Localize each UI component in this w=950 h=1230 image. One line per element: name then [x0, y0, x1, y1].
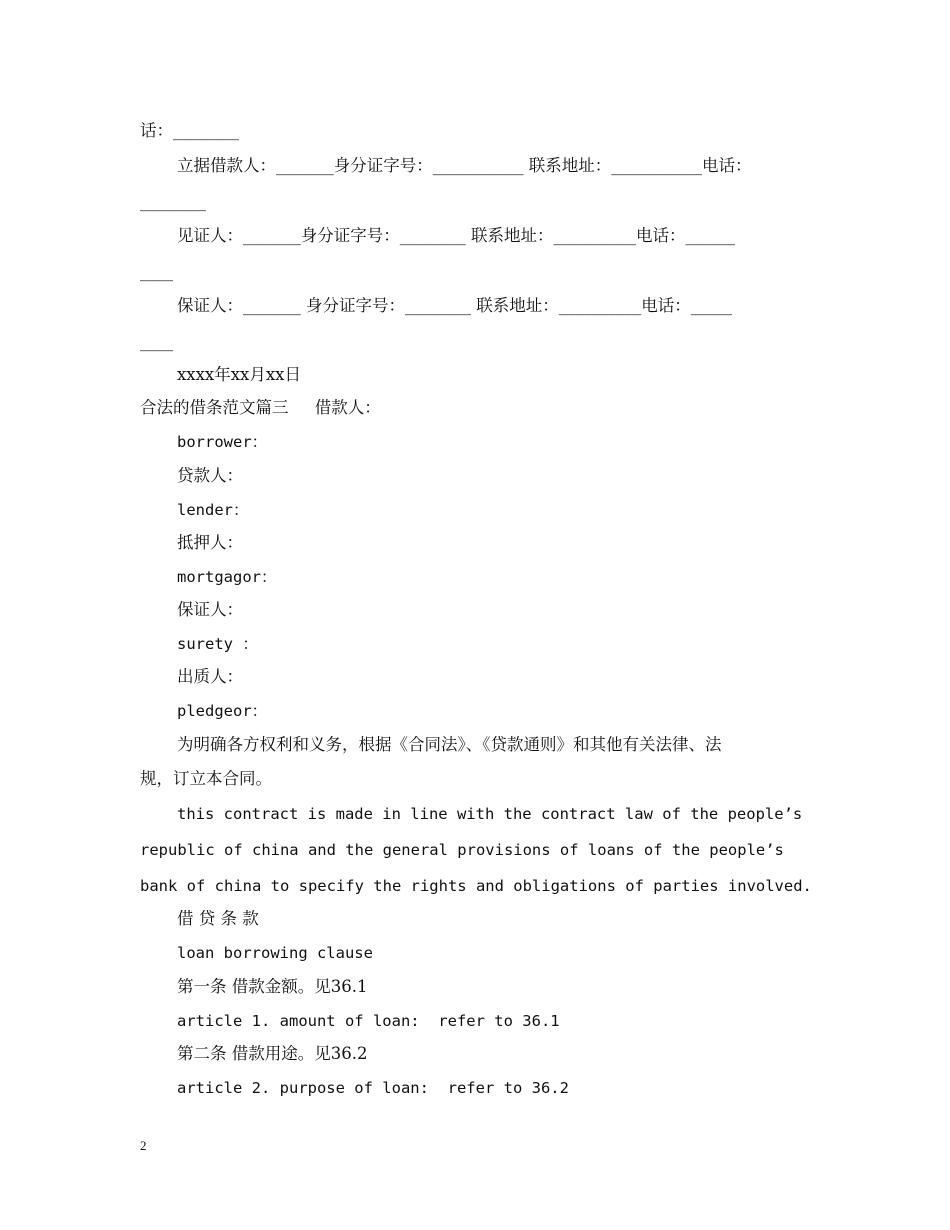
text-line: 保证人：: [177, 600, 243, 619]
text-line: 出质人：: [177, 667, 243, 686]
text-line: mortgagor：: [177, 568, 277, 586]
text-line: lender：: [177, 501, 249, 519]
page-number: 2: [140, 1138, 147, 1153]
text-line: article 2. purpose of loan: refer to 36.2: [177, 1079, 569, 1097]
text-line: article 1. amount of loan: refer to 36.1: [177, 1012, 560, 1030]
text-line: ____: [140, 332, 173, 351]
text-line: 立据借款人：_______身分证字号：___________ 联系地址：___________电话：: [177, 156, 752, 175]
text-line: 第一条 借款金额。见36.1: [177, 977, 368, 996]
text-line: republic of china and the general provisions of loans of the people’s: [140, 841, 784, 859]
text-line: ________: [140, 192, 206, 211]
section-heading: 借 贷 条 款: [177, 909, 259, 928]
text-line: 见证人：_______身分证字号：________ 联系地址：__________电话：______: [177, 226, 735, 245]
text-line: pledgeor：: [177, 702, 268, 720]
section-heading: 合法的借条范文篇三 借款人：: [140, 398, 381, 417]
text-line: bank of china to specify the rights and obligations of parties involved.: [140, 877, 812, 895]
text-line: 贷款人：: [177, 466, 243, 485]
text-line: borrower：: [177, 433, 268, 451]
text-line: loan borrowing clause: [177, 944, 373, 962]
date-line: xxxx年xx月xx日: [177, 365, 301, 384]
text-line: 规，订立本合同。: [140, 769, 272, 788]
text-line: surety ：: [177, 635, 258, 653]
text-line: ____: [140, 262, 173, 281]
text-line: this contract is made in line with the contract law of the people’s: [177, 805, 803, 823]
text-line: 抵押人：: [177, 533, 243, 552]
text-line: 话：________: [140, 121, 239, 140]
text-line: 保证人：_______ 身分证字号：________ 联系地址：__________电话：_____: [177, 296, 732, 315]
text-line: 为明确各方权利和义务，根据《合同法》、《贷款通则》和其他有关法律、法: [177, 735, 722, 754]
text-line: 第二条 借款用途。见36.2: [177, 1044, 368, 1063]
